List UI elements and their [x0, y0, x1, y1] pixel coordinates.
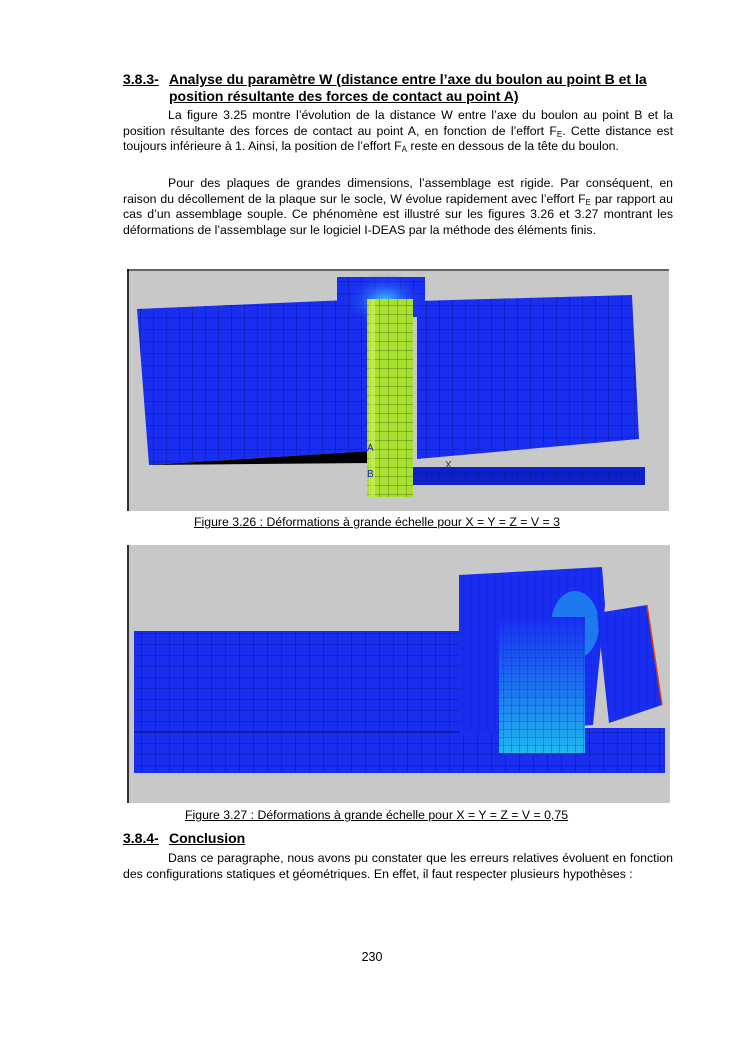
subscript-e: E [585, 197, 591, 207]
paragraph-1-text-a: La figure 3.25 montre l’évolution de la distance W entre l’axe du boulon au point B et la position résultante des forces de contact au point A, en fonction de l’effort F [123, 108, 673, 138]
figure-3-27-fem-image [127, 545, 670, 803]
section-title: Conclusion [169, 830, 246, 846]
paragraph-1-text-b: . Cette distance est toujours inférieure à 1. Ainsi, la position de l’effort F [123, 123, 673, 153]
section-3-8-4-heading [123, 830, 675, 847]
label-a: A [367, 443, 374, 454]
page-number: 230 [361, 950, 383, 964]
section-title: Analyse du paramètre W (distance entre l’axe du boulon au point B et la position résultante des forces de contact au point A) [169, 71, 647, 104]
figure-3-26-fem-image [127, 269, 669, 511]
label-x: X [445, 460, 452, 471]
paragraph-2-text-a: Pour des plaques de grandes dimensions, l’assemblage est rigide. Par conséquent, en raison du décollement de la plaque sur le socle, W évolue rapidement avec l’effort F [123, 176, 673, 206]
paragraph-3 [123, 851, 673, 882]
label-b: B [367, 469, 374, 480]
figure-3-26-caption: Figure 3.26 : Déformations à grande échelle pour X = Y = Z = V = 3 [194, 515, 560, 529]
subscript-a: A [401, 145, 407, 154]
section-number: 3.8.4- [123, 830, 159, 846]
paragraph-2-text-b: par rapport au cas d’un assemblage souple. Ce phénomène est illustré sur les figures 3.26 et 3.27 montrant les déformations de l’assemblage sur le logiciel I-DEAS par la méthode des éléments finis. [123, 191, 673, 237]
figure-3-27-caption: Figure 3.27 : Déformations à grande échelle pour X = Y = Z = V = 0,75 [185, 808, 569, 822]
section-number: 3.8.3- [123, 71, 159, 87]
paragraph-1 [123, 108, 673, 155]
paragraph-1-text-c: reste en dessous de la tête du boulon. [407, 139, 619, 153]
paragraph-2 [123, 176, 673, 238]
subscript-e: E [556, 129, 563, 139]
paragraph-3-text: Dans ce paragraphe, nous avons pu constater que les erreurs relatives évoluent en fonction des configurations statiques et géométriques. En effet, il faut respecter plusieurs hypothèses : [123, 851, 673, 881]
section-3-8-3-heading [123, 71, 675, 105]
